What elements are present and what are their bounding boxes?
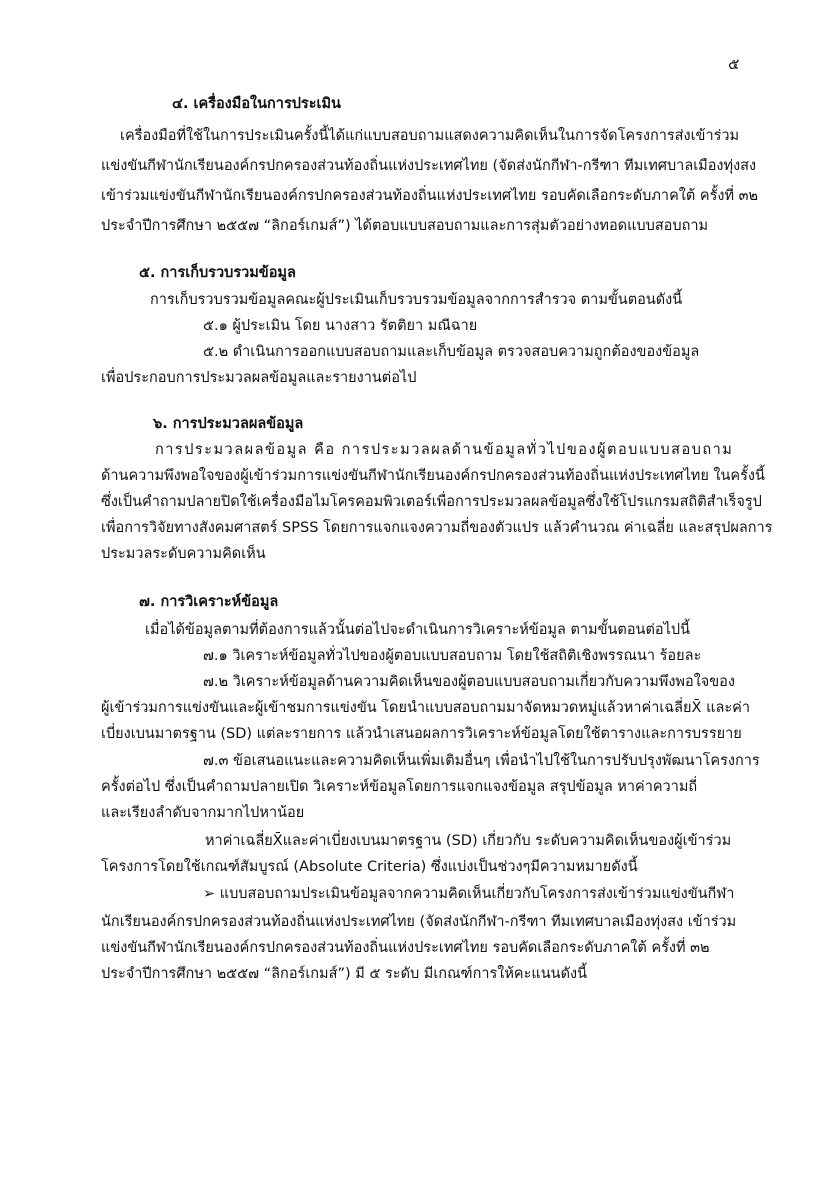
section-7-line-1: เมื่อได้ข้อมูลตามที่ต้องการแล้วนั้นต่อไปจะดำเนินการวิเคราะห์ข้อมูล ตามขั้นตอนต่อไปนี้: [145, 622, 690, 638]
section-4-heading: ๔. เครื่องมือในการประเมิน: [172, 96, 341, 112]
section-4-line-4: ประจำปีการศึกษา ๒๕๕๗ “ลิกอร์เกมส์”) ได้ตอบแบบสอบถามและการสุ่มตัวอย่างทอดแบบสอบถาม: [101, 218, 709, 234]
section-6-line-1: การประมวลผลข้อมูล คือ การประมวลผลด้านข้อมูลทั่วไปของผู้ตอบแบบสอบถาม: [155, 442, 734, 458]
section-6-line-5: ประมวลระดับความคิดเห็น: [101, 546, 266, 562]
section-7-line-14: ประจำปีการศึกษา ๒๕๕๗ “ลิกอร์เกมส์”) มี ๕ ระดับ มีเกณฑ์การให้คะแนนดังนี้: [101, 966, 587, 982]
section-4-line-1: เครื่องมือที่ใช้ในการประเมินครั้งนี้ได้แก่แบบสอบถามแสดงความคิดเห็นในการจัดโครงการส่งเข้าร่วม: [120, 128, 740, 144]
section-7-line-9: หาค่าเฉลี่ยX̄และค่าเบี่ยงเบนมาตรฐาน (SD) เกี่ยวกับ ระดับความคิดเห็นของผู้เข้าร่วม: [205, 833, 732, 849]
section-7-line-10: โครงการโดยใช้เกณฑ์สัมบูรณ์ (Absolute Criteria) ซึ่งแบ่งเป็นช่วงๆมีความหมายดังนี้: [101, 859, 638, 875]
section-7-line-12: นักเรียนองค์กรปกครองส่วนท้องถิ่นแห่งประเทศไทย (จัดส่งนักกีฬา-กรีฑา ทีมเทศบาลเมืองทุ่งสง เข้าร่วม: [101, 914, 737, 930]
section-7-line-11: ➢ แบบสอบถามประเมินข้อมูลจากความคิดเห็นเกี่ยวกับโครงการส่งเข้าร่วมแข่งขันกีฬา: [203, 886, 735, 902]
section-7-line-2: ๗.๑ วิเคราะห์ข้อมูลทั่วไปของผู้ตอบแบบสอบถาม โดยใช้สถิติเชิงพรรณนา ร้อยละ: [203, 648, 702, 664]
section-7-line-3: ๗.๒ วิเคราะห์ข้อมูลด้านความคิดเห็นของผู้ตอบแบบสอบถามเกี่ยวกับความพึงพอใจของ: [203, 674, 735, 690]
section-7-line-7: ครั้งต่อไป ซึ่งเป็นคำถามปลายเปิด วิเคราะห์ข้อมูลโดยการแจกแจงข้อมูล สรุปข้อมูล หาค่าความถี่: [101, 779, 698, 795]
section-7-line-5: เบี่ยงเบนมาตรฐาน (SD) แต่ละรายการ แล้วนำเสนอผลการวิเคราะห์ข้อมูลโดยใช้ตารางและการบรรยาย: [101, 726, 742, 742]
section-7-heading: ๗. การวิเคราะห์ข้อมูล: [139, 594, 279, 610]
section-6-heading: ๖. การประมวลผลข้อมูล: [153, 416, 304, 432]
section-4-line-3: เข้าร่วมแข่งขันกีฬานักเรียนองค์กรปกครองส่วนท้องถิ่นแห่งประเทศไทย รอบคัดเลือกระดับภาคใต้ ครั้งที่ ๓๒: [101, 188, 759, 204]
section-5-line-4: เพื่อประกอบการประมวลผลข้อมูลและรายงานต่อไป: [101, 370, 417, 386]
section-6-line-3: ซึ่งเป็นคำถามปลายปิดใช้เครื่องมือไมโครคอมพิวเตอร์เพื่อการประมวลผลข้อมูลซึ่งใช้โปรแกรมสถิติสำเร็จรูป: [101, 494, 762, 510]
page-number: ๕: [728, 55, 740, 73]
section-7-line-4: ผู้เข้าร่วมการแข่งขันและผู้เข้าชมการแข่งขัน โดยนำแบบสอบถามมาจัดหมวดหมู่แล้วหาค่าเฉลี่ยX̄ และค่า: [101, 700, 750, 716]
section-6-line-4: เพื่อการวิจัยทางสังคมศาสตร์ SPSS โดยการแจกแจงความถี่ของตัวแปร แล้วคำนวณ ค่าเฉลี่ย และสรุปผลการ: [101, 520, 773, 536]
section-5-heading: ๕. การเก็บรวบรวมข้อมูล: [139, 265, 296, 281]
section-5-line-1: การเก็บรวบรวมข้อมูลคณะผู้ประเมินเก็บรวบรวมข้อมูลจากการสำรวจ ตามขั้นตอนดังนี้: [150, 292, 683, 308]
section-6-line-2: ด้านความพึงพอใจของผู้เข้าร่วมการแข่งขันกีฬานักเรียนองค์กรปกครองส่วนท้องถิ่นแห่งประเทศไทย ในครั้งนี้: [101, 468, 765, 484]
section-7-line-13: แข่งขันกีฬานักเรียนองค์กรปกครองส่วนท้องถิ่นแห่งประเทศไทย รอบคัดเลือกระดับภาคใต้ ครั้งที่ ๓๒: [101, 940, 710, 956]
section-5-line-3: ๕.๒ ดำเนินการออกแบบสอบถามและเก็บข้อมูล ตรวจสอบความถูกต้องของข้อมูล: [203, 344, 700, 360]
section-4-line-2: แข่งขันกีฬานักเรียนองค์กรปกครองส่วนท้องถิ่นแห่งประเทศไทย (จัดส่งนักกีฬา-กรีฑา ทีมเทศบาลเมืองทุ่งสง: [101, 158, 757, 174]
section-7-line-6: ๗.๓ ข้อเสนอแนะและความคิดเห็นเพิ่มเติมอื่นๆ เพื่อนำไปใช้ในการปรับปรุงพัฒนาโครงการ: [203, 753, 760, 769]
section-5-line-2: ๕.๑ ผู้ประเมิน โดย นางสาว รัตติยา มณีฉาย: [203, 318, 478, 334]
section-7-line-8: และเรียงลำดับจากมากไปหาน้อย: [101, 805, 305, 821]
